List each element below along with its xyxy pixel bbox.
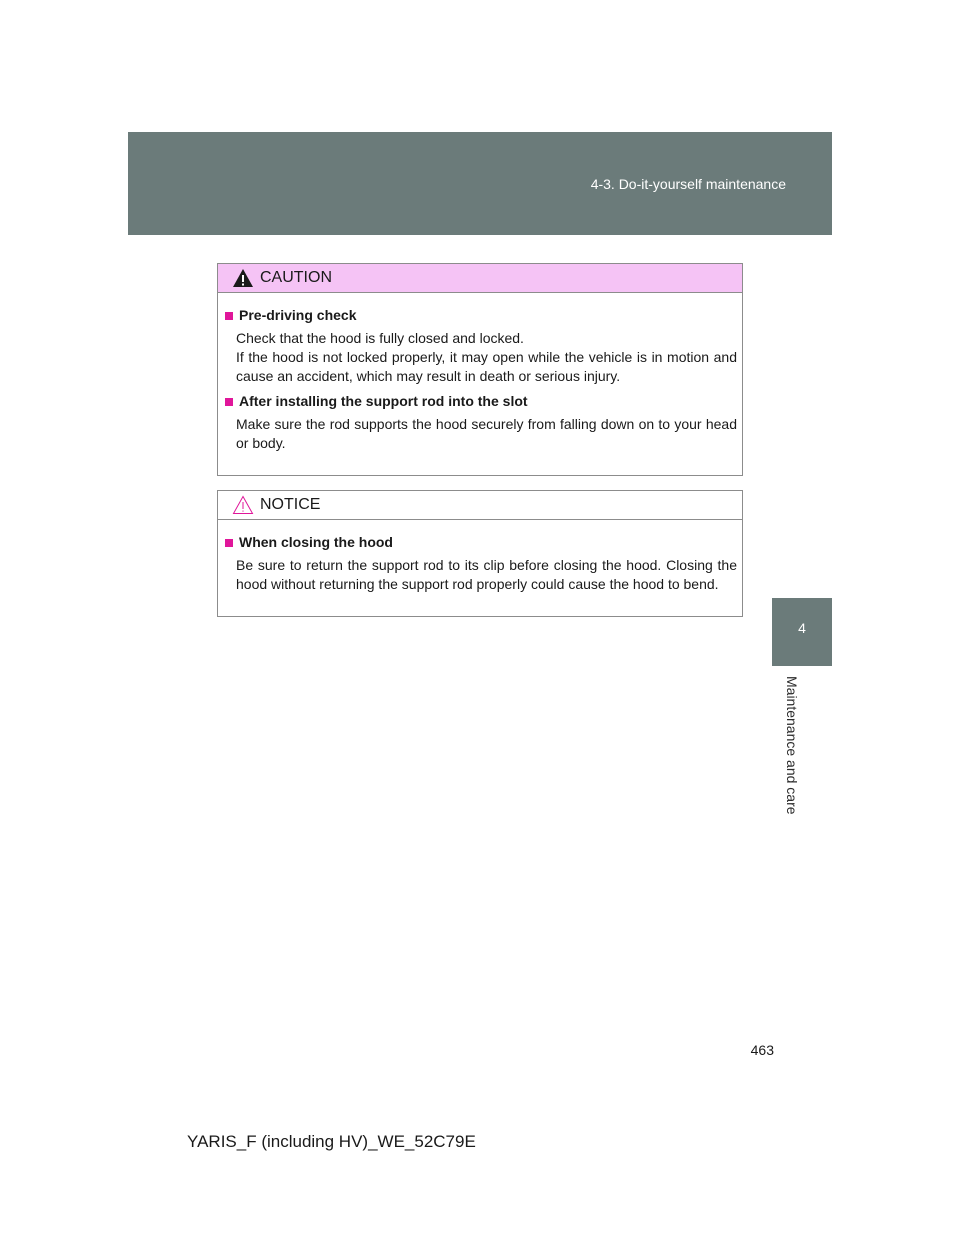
caution-item [225,392,737,453]
warning-outline-icon [232,495,254,515]
item-heading: When closing the hood [239,534,393,550]
warning-filled-icon [232,268,254,288]
section-title: 4-3. Do-it-yourself maintenance [590,176,786,192]
square-bullet-icon [225,312,233,320]
caution-box [217,263,743,476]
square-bullet-icon [225,398,233,406]
document-code: YARIS_F (including HV)_WE_52C79E [187,1132,476,1151]
notice-header [218,491,742,520]
notice-item [225,533,737,594]
header-band [128,132,832,235]
caution-title: CAUTION [260,269,332,286]
page-number: 463 [750,1042,774,1058]
item-heading: Pre-driving check [239,307,357,323]
square-bullet-icon [225,539,233,547]
item-text: If the hood is not locked properly, it may open while the vehicle is in motion and cause an accident, which may result in death or serious injury. [236,349,737,384]
caution-item [225,306,737,386]
notice-box [217,490,743,617]
item-text: Make sure the rod supports the hood securely from falling down on to your head or body. [236,416,737,451]
chapter-tab [772,598,832,666]
item-text: Check that the hood is fully closed and locked. [236,330,524,346]
chapter-label: Maintenance and care [784,676,800,815]
chapter-number: 4 [798,620,806,636]
item-text: Be sure to return the support rod to its clip before closing the hood. Closing the hood without returning the support rod properly could cause the hood to bend. [236,557,737,592]
item-heading: After installing the support rod into the slot [239,393,528,409]
caution-header [218,264,742,293]
notice-title: NOTICE [260,496,321,513]
